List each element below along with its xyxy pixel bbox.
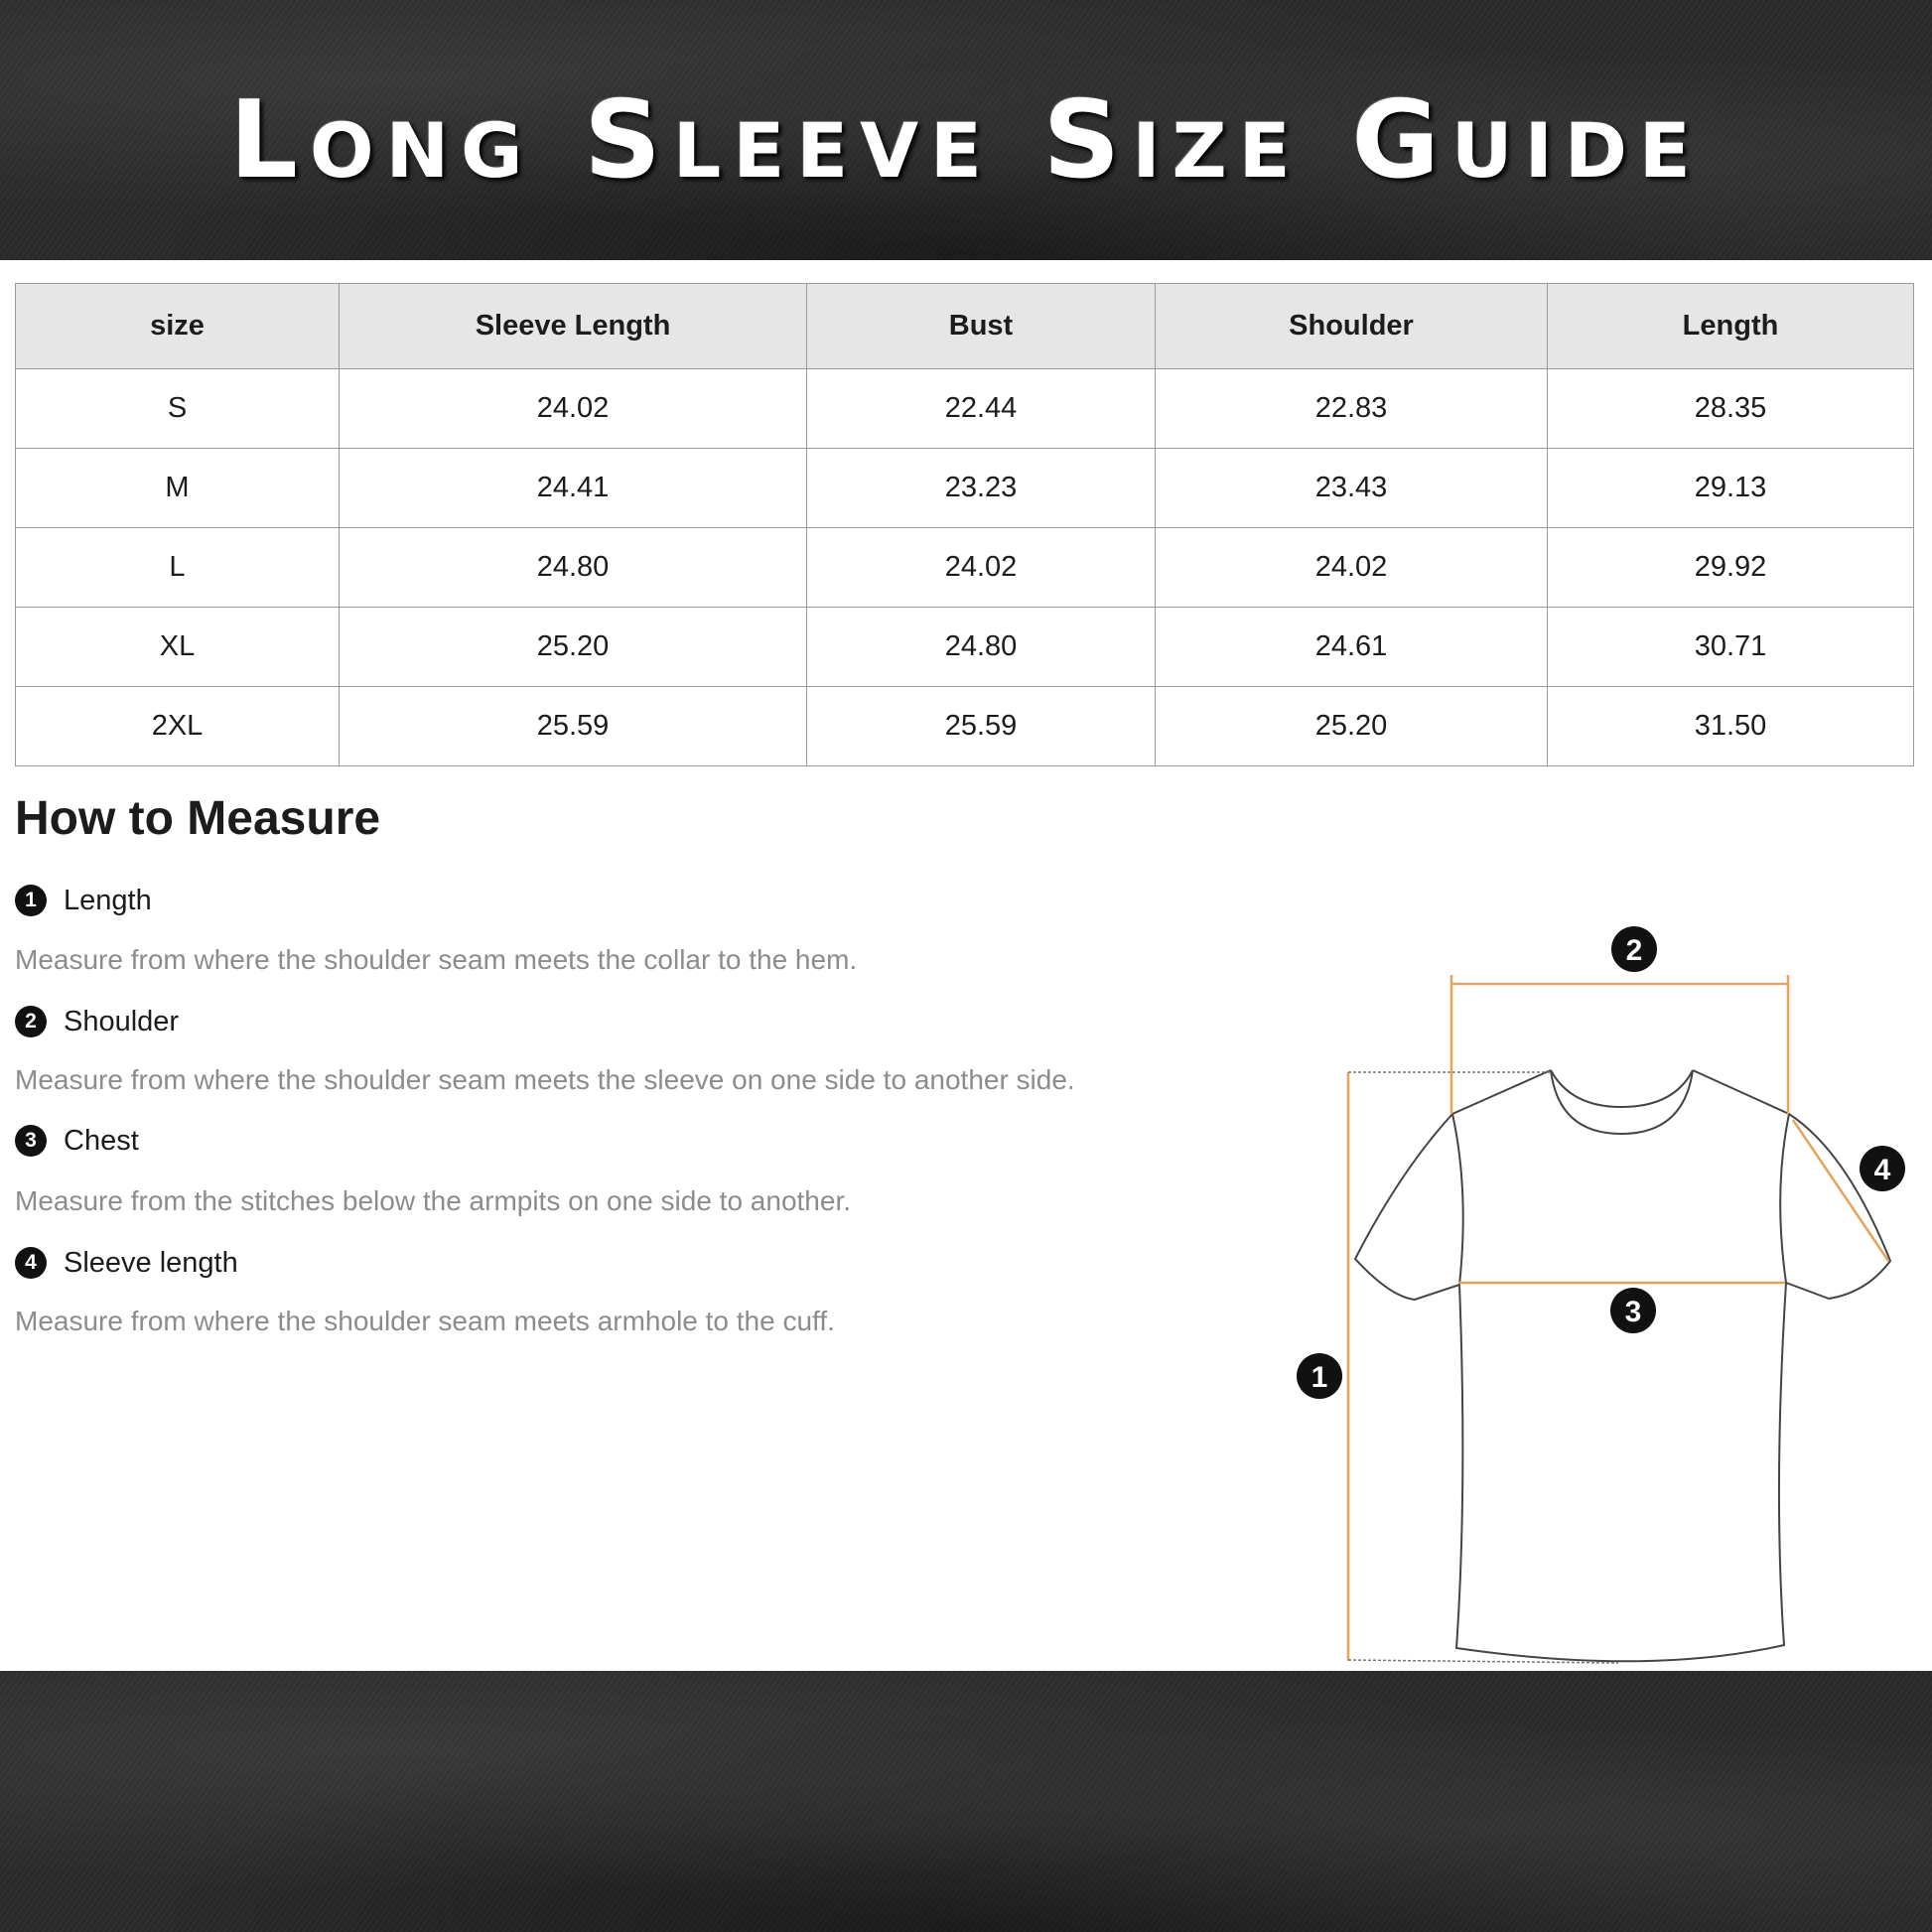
marker-4-icon (1860, 1146, 1905, 1191)
size-table (15, 283, 1914, 766)
cell-shoulder: 22.83 (1156, 369, 1548, 449)
table-row (16, 528, 1914, 608)
header-size: size (16, 284, 340, 369)
cell-length: 30.71 (1548, 608, 1914, 687)
marker-2-icon (1611, 926, 1657, 972)
cell-bust: 24.02 (807, 528, 1156, 608)
cell-bust: 22.44 (807, 369, 1156, 449)
cell-sleeve-length: 24.02 (340, 369, 807, 449)
cell-shoulder: 25.20 (1156, 687, 1548, 766)
cell-size: S (16, 369, 340, 449)
header-bust: Bust (807, 284, 1156, 369)
footer-banner (0, 1671, 1932, 1932)
cell-size: XL (16, 608, 340, 687)
cell-length: 29.92 (1548, 528, 1914, 608)
measure-item-sleeve-length (15, 1245, 238, 1281)
cell-length: 29.13 (1548, 449, 1914, 528)
measure-description: Measure from where the shoulder seam meets the collar to the hem. (15, 944, 858, 975)
measure-label: Shoulder (64, 1005, 180, 1037)
cell-size: 2XL (16, 687, 340, 766)
cell-length: 28.35 (1548, 369, 1914, 449)
header-sleeve-length: Sleeve Length (340, 284, 807, 369)
svg-text:2: 2 (1625, 934, 1643, 967)
sleeve-measure-line (1793, 1120, 1888, 1261)
cell-sleeve-length: 25.59 (340, 687, 807, 766)
cell-shoulder: 24.61 (1156, 608, 1548, 687)
svg-text:1: 1 (1311, 1361, 1328, 1394)
measure-label: Sleeve length (64, 1246, 238, 1279)
measure-label: Chest (64, 1124, 139, 1157)
header-shoulder: Shoulder (1156, 284, 1548, 369)
cell-bust: 25.59 (807, 687, 1156, 766)
measure-description: Measure from where the shoulder seam meets the sleeve on one side to another side. (15, 1064, 1075, 1095)
number-1-badge-icon: 1 (15, 885, 47, 916)
measure-item-chest (15, 1123, 139, 1159)
cell-sleeve-length: 24.41 (340, 449, 807, 528)
cell-bust: 23.23 (807, 449, 1156, 528)
cell-bust: 24.80 (807, 608, 1156, 687)
tshirt-measurement-diagram (1281, 918, 1916, 1673)
measure-label: Length (64, 884, 152, 916)
how-to-measure-heading: How to Measure (15, 792, 381, 845)
page-title: Long Sleeve Size Guide (229, 78, 1703, 203)
measure-description: Measure from where the shoulder seam meets armhole to the cuff. (15, 1306, 835, 1336)
cell-length: 31.50 (1548, 687, 1914, 766)
marker-1-icon (1297, 1353, 1342, 1399)
cell-size: M (16, 449, 340, 528)
table-row (16, 449, 1914, 528)
number-4-badge-icon: 4 (15, 1247, 47, 1279)
table-row (16, 608, 1914, 687)
table-header-row (16, 284, 1914, 369)
measure-description: Measure from the stitches below the armpits on one side to another. (15, 1185, 852, 1216)
marker-3-icon (1610, 1288, 1656, 1333)
cell-shoulder: 24.02 (1156, 528, 1548, 608)
tshirt-outline-icon (1355, 1070, 1890, 1661)
svg-text:4: 4 (1873, 1154, 1891, 1186)
header-length: Length (1548, 284, 1914, 369)
cell-sleeve-length: 24.80 (340, 528, 807, 608)
measure-item-length (15, 883, 152, 918)
measure-item-shoulder (15, 1004, 179, 1039)
number-2-badge-icon: 2 (15, 1006, 47, 1037)
svg-text:3: 3 (1624, 1296, 1642, 1328)
cell-shoulder: 23.43 (1156, 449, 1548, 528)
cell-sleeve-length: 25.20 (340, 608, 807, 687)
number-3-badge-icon: 3 (15, 1125, 47, 1157)
table-row (16, 369, 1914, 449)
table-row (16, 687, 1914, 766)
cell-size: L (16, 528, 340, 608)
